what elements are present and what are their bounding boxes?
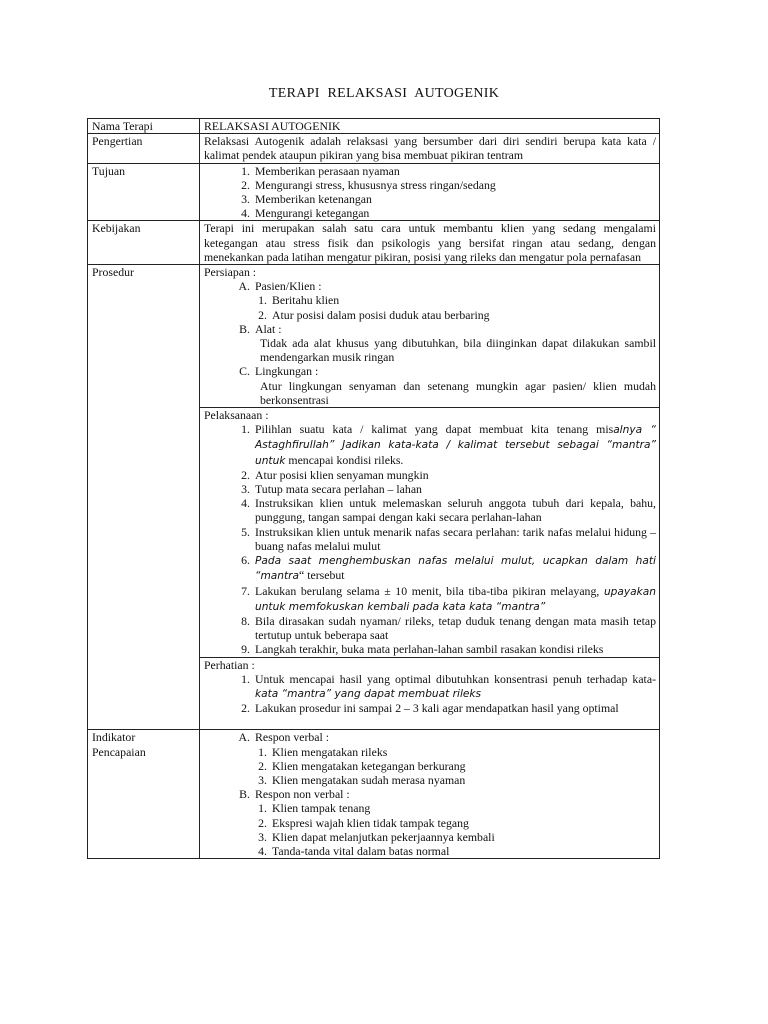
list-item: B. Respon non verbal : — [239, 787, 350, 802]
row-indikator — [88, 730, 660, 859]
section-persiapan — [200, 265, 660, 408]
list-item: B. Alat : — [239, 321, 282, 336]
list-item: 1. Pilihlan suatu kata / kalimat yang dapat membuat kita tenang misalnya “ Astaghfirullah” Jadikan kata-kata / kalimat tersebut sebagai “mantra” untuk mencapai kondisi rileks. — [241, 422, 656, 467]
list-item: 2. Atur posisi dalam posisi duduk atau berbaring — [258, 307, 490, 322]
procedure-table — [87, 118, 660, 859]
document-title: TERAPI RELAKSASI AUTOGENIK — [268, 86, 500, 101]
row-kebijakan — [88, 221, 660, 265]
list-item: 2. Atur posisi klien senyaman mungkin — [241, 467, 429, 482]
section-pelaksanaan — [200, 408, 660, 657]
list-item: C. Lingkungan : — [239, 364, 319, 379]
label-prosedur: Prosedur — [88, 265, 200, 730]
list-item: 4. Instruksikan klien untuk melemaskan seluruh anggota tubuh dari kepala, bahu, punggung, tangan sampai dengan kaki secara perlahan-lahan — [241, 496, 656, 525]
label-indikator: Indikator Pencapaian — [88, 730, 200, 859]
list-item: 4. Tanda-tanda vital dalam batas normal — [258, 843, 450, 858]
list-item: 6. Pada saat menghembuskan nafas melalui mulut, ucapkan dalam hati “mantra“ tersebut — [241, 553, 656, 583]
pelaksanaan-heading: Pelaksanaan : — [204, 408, 269, 423]
list-item: 2. Mengurangi stress, khususnya stress ringan/sedang — [241, 177, 496, 192]
list-item: 9. Langkah terakhir, buka mata perlahan-lahan sambil rasakan kondisi rileks — [241, 642, 604, 657]
list-item: 8. Bila dirasakan sudah nyaman/ rileks, tetap duduk tenang dengan mata masih tetap tertutup untuk beberapa saat — [241, 613, 656, 643]
list-item: 2. Klien mengatakan ketegangan berkurang — [258, 758, 466, 773]
list-item: 2. Lakukan prosedur ini sampai 2 – 3 kali agar mendapatkan hasil yang optimal — [241, 701, 619, 716]
row-tujuan — [88, 163, 660, 221]
row-prosedur-persiapan — [88, 265, 660, 408]
list-item: A. Pasien/Klien : — [238, 279, 322, 294]
list-item: 1. Untuk mencapai hasil yang optimal dibutuhkan konsentrasi penuh terhadap kata-kata “mantra” yang dapat membuat rileks — [241, 671, 656, 700]
list-item: A. Respon verbal : — [238, 730, 330, 745]
list-item: 1. Klien mengatakan rileks — [258, 744, 388, 759]
list-item: 2. Ekspresi wajah klien tidak tampak tegang — [258, 815, 469, 830]
text-pengertian: Relaksasi Autogenik adalah relaksasi yang bersumber dari diri sendiri berupa kata kata / kalimat pendek ataupun pikiran yang bisa membuat pikiran tentram — [200, 134, 660, 163]
row-pengertian — [88, 134, 660, 163]
label-tujuan: Tujuan — [88, 163, 200, 221]
row-nama-terapi — [88, 119, 660, 134]
list-item: 3. Klien dapat melanjutkan pekerjaannya kembali — [258, 829, 495, 844]
label-nama-terapi: Nama Terapi — [88, 119, 200, 134]
text-kebijakan: Terapi ini merupakan salah satu cara untuk membantu klien yang sedang mengalami ketegangan atau stress fisik dan psikologis yang bersifat ringan atau sedang, dengan menekankan pada latihan mengatur pikiran, posisi yang rileks dan mengatur pola pernafasan — [200, 221, 660, 265]
list-item: 4. Mengurangi ketegangan — [241, 206, 370, 221]
list-item: 1. Klien tampak tenang — [258, 801, 371, 816]
section-perhatian — [200, 657, 660, 730]
lingkungan-text: Atur lingkungan senyaman dan setenang mungkin agar pasien/ klien mudah berkonsentrasi — [260, 378, 656, 407]
list-indikator — [200, 730, 660, 859]
list-tujuan — [200, 163, 660, 221]
label-kebijakan: Kebijakan — [88, 221, 200, 265]
persiapan-heading: Persiapan : — [204, 265, 257, 280]
list-item: 3. Klien mengatakan sudah merasa nyaman — [258, 772, 466, 787]
list-item: 7. Lakukan berulang selama ± 10 menit, bila tiba-tiba pikiran melayang, upayakan untuk memfokuskan kembali pada kata kata “mantra” — [241, 583, 656, 613]
label-pengertian: Pengertian — [88, 134, 200, 163]
list-item: 5. Instruksikan klien untuk menarik nafas secara perlahan: tarik nafas melalui hidung – buang nafas melalui mulut — [241, 524, 656, 553]
list-item: 3. Memberikan ketenangan — [241, 192, 372, 207]
alat-text: Tidak ada alat khusus yang dibutuhkan, bila diinginkan dapat dilakukan sambil mendengarkan musik ringan — [260, 336, 656, 365]
list-item: 1. Memberikan perasaan nyaman — [241, 163, 400, 178]
list-item: 3. Tutup mata secara perlahan – lahan — [241, 482, 422, 497]
value-nama-terapi: RELAKSASI AUTOGENIK — [200, 119, 660, 134]
perhatian-heading: Perhatian : — [204, 657, 255, 672]
list-item: 1. Beritahu klien — [258, 293, 340, 308]
